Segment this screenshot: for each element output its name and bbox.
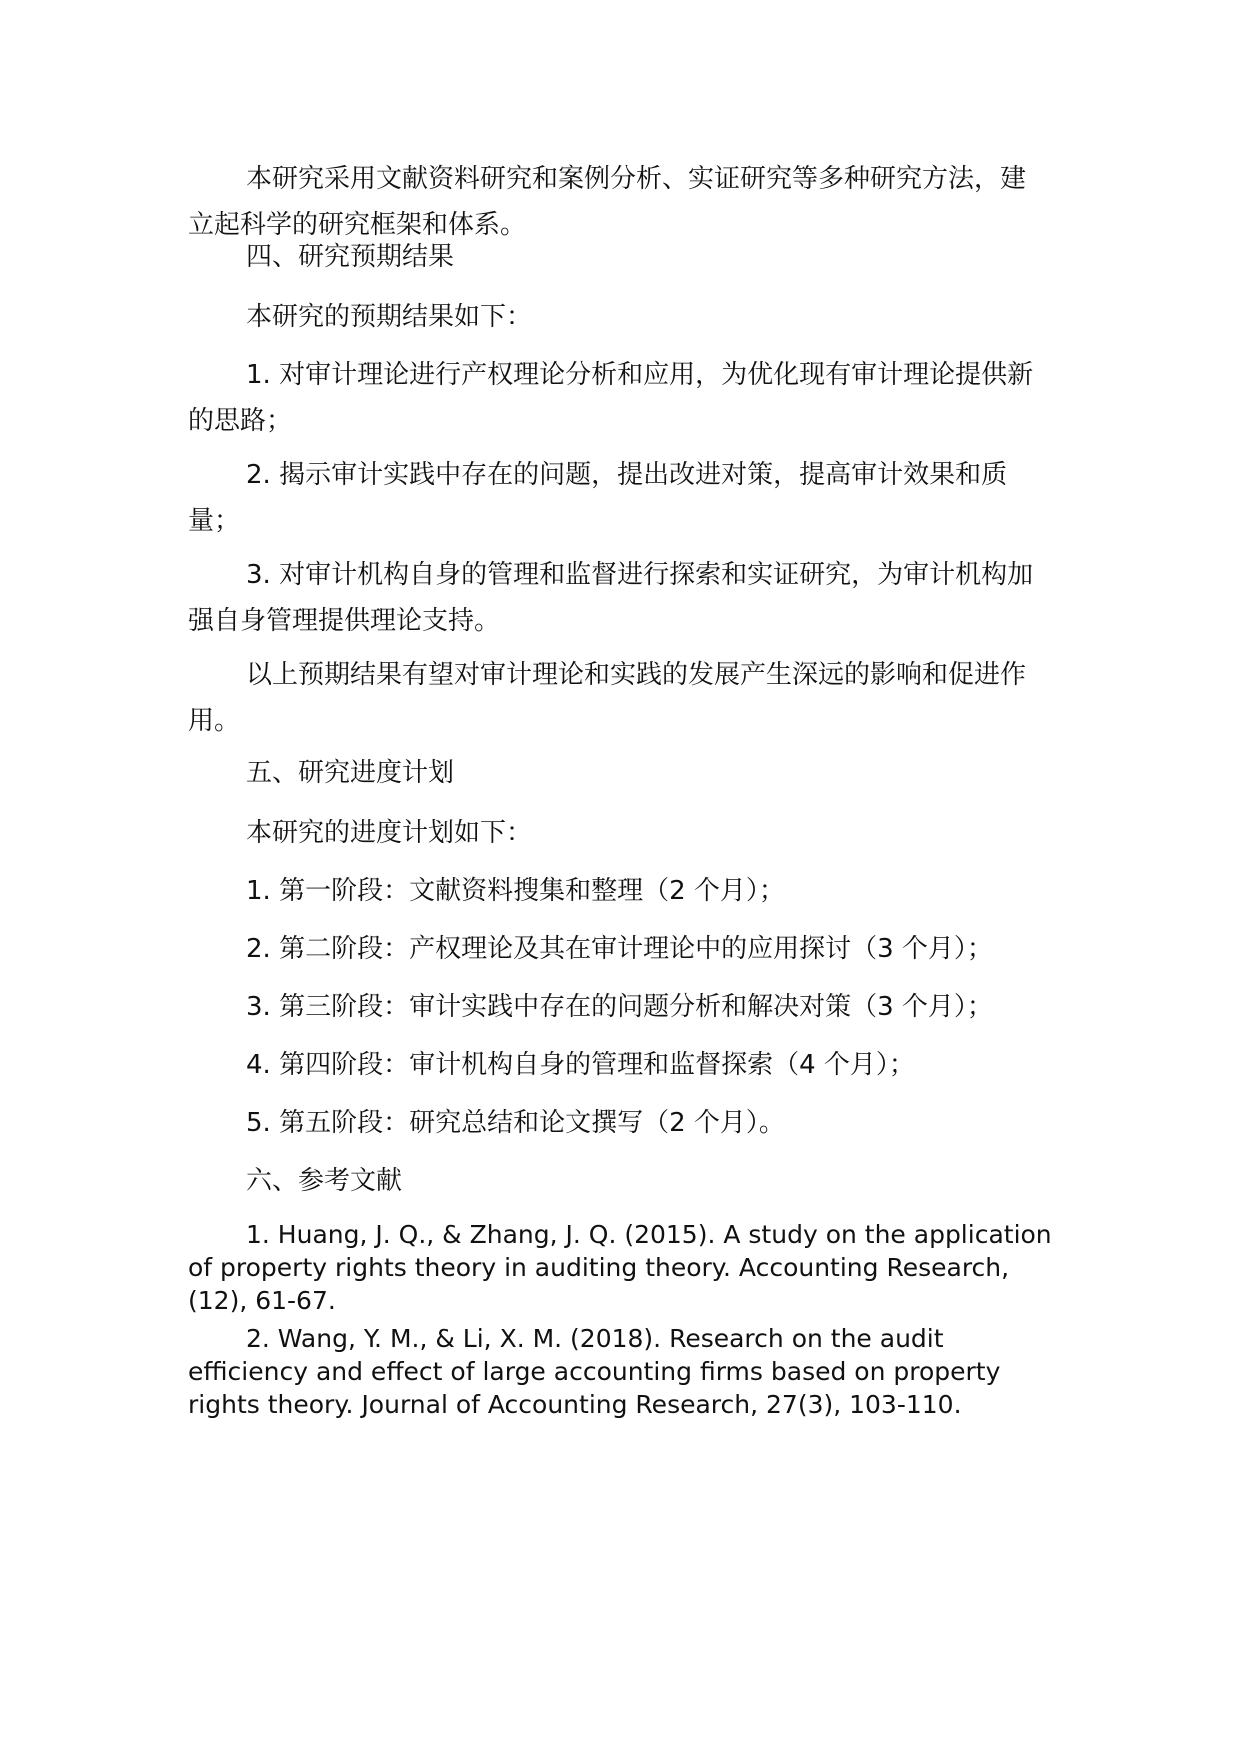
heading-schedule: 五、研究进度计划 (246, 758, 455, 788)
list-item-result-2: 2. 揭示审计实践中存在的问题，提出改进对策，提高审计效果和质量； (188, 460, 1008, 536)
paragraph-schedule-intro: 本研究的进度计划如下： (246, 818, 533, 848)
list-item-schedule-3: 3. 第三阶段：审计实践中存在的问题分析和解决对策（3 个月）； (246, 992, 993, 1022)
list-item-result-3: 3. 对审计机构自身的管理和监督进行探索和实证研究，为审计机构加强自身管理提供理论支持。 (188, 560, 1034, 636)
list-item-schedule-1: 1. 第一阶段：文献资料搜集和整理（2 个月）； (246, 876, 785, 906)
heading-expected-results: 四、研究预期结果 (246, 242, 455, 272)
reference-item-1: 1. Huang, J. Q., & Zhang, J. Q. (2015). A study on the application of property rights theory in auditing theory. Accounting Research, (12), 61-67. (188, 1220, 1052, 1315)
paragraph-results-summary: 以上预期结果有望对审计理论和实践的发展产生深远的影响和促进作用。 (188, 660, 1027, 736)
reference-item-2: 2. Wang, Y. M., & Li, X. M. (2018). Research on the audit efficiency and effect of large accounting firms based on property rights theory. Journal of Accounting Research, 27(3), 103-110. (188, 1324, 1001, 1419)
list-item-schedule-5: 5. 第五阶段：研究总结和论文撰写（2 个月）。 (246, 1108, 785, 1138)
list-item-result-1: 1. 对审计理论进行产权理论分析和应用，为优化现有审计理论提供新的思路； (188, 360, 1034, 436)
paragraph-research-method: 本研究采用文献资料研究和案例分析、实证研究等多种研究方法，建立起科学的研究框架和体系。 (188, 164, 1027, 240)
heading-references: 六、参考文献 (246, 1166, 403, 1196)
list-item-schedule-2: 2. 第二阶段：产权理论及其在审计理论中的应用探讨（3 个月）； (246, 934, 993, 964)
paragraph-results-intro: 本研究的预期结果如下： (246, 302, 533, 332)
list-item-schedule-4: 4. 第四阶段：审计机构自身的管理和监督探索（4 个月）； (246, 1050, 915, 1080)
